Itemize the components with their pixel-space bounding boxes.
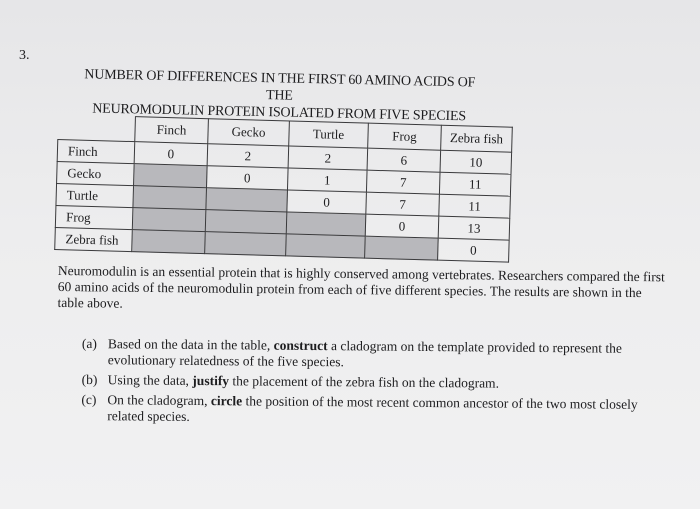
part-text-post: the position of the most recent common ancestor of the two most closely related species. [107, 393, 638, 424]
column-header: Turtle [289, 121, 369, 148]
table-cell: 0 [287, 190, 367, 214]
shaded-cell [286, 212, 366, 236]
differences-table [54, 114, 513, 263]
question-part-b [82, 372, 652, 393]
row-label: Finch [57, 140, 135, 164]
shaded-cell [132, 208, 206, 232]
table-cell: 0 [438, 238, 510, 262]
table-title-line-1: NUMBER OF DIFFERENCES IN THE FIRST 60 AMINO ACIDS OF THE [84, 67, 476, 104]
table-cell: 13 [438, 216, 510, 240]
part-text-post: the placement of the zebra fish on the cladogram. [229, 373, 500, 391]
part-keyword: circle [210, 393, 243, 409]
shaded-cell [206, 188, 288, 212]
part-text [108, 336, 652, 373]
differences-table-wrapper [54, 114, 513, 263]
shaded-cell [134, 164, 208, 188]
part-label: (b) [81, 371, 98, 388]
question-part-a [82, 336, 652, 373]
part-text [107, 392, 651, 429]
part-label: (a) [81, 336, 97, 352]
part-keyword: justify [192, 372, 230, 389]
shaded-cell [205, 232, 287, 256]
table-corner-cell [58, 115, 136, 142]
part-text [108, 372, 652, 393]
table-cell: 1 [287, 168, 367, 192]
part-text-pre: On the cladogram, [107, 392, 211, 409]
column-header: Gecko [208, 119, 290, 146]
part-keyword: construct [273, 337, 328, 354]
shaded-cell [133, 186, 207, 210]
table-cell: 11 [439, 194, 511, 218]
part-label: (c) [81, 391, 97, 408]
table-cell: 0 [134, 142, 208, 166]
question-number: 3. [19, 48, 30, 63]
question-parts [81, 336, 652, 433]
column-header: Frog [368, 123, 442, 150]
column-header: Finch [135, 117, 209, 144]
table-cell: 2 [207, 144, 289, 168]
shaded-cell [205, 210, 287, 234]
row-label: Zebra fish [55, 227, 133, 251]
part-text-post: a cladogram on the template provided to represent the evolutionary relatedness of the five species. [107, 338, 622, 370]
shaded-cell [286, 234, 366, 258]
shaded-cell [365, 236, 439, 260]
question-part-c [81, 392, 651, 429]
row-label: Turtle [56, 183, 134, 207]
row-label: Gecko [57, 161, 135, 185]
row-label: Frog [55, 205, 133, 229]
column-header: Zebra fish [441, 125, 513, 152]
shaded-cell [132, 230, 206, 254]
table-title-line-2: NEUROMODULIN PROTEIN ISOLATED FROM FIVE SPECIES [92, 101, 467, 125]
table-cell: 0 [365, 214, 439, 238]
table-cell: 11 [439, 172, 511, 196]
table-cell: 0 [207, 166, 289, 190]
table-cell: 7 [366, 192, 440, 216]
table-cell: 6 [367, 148, 441, 172]
part-text-pre: Based on the data in the table, [107, 336, 274, 353]
table-cell: 7 [366, 170, 440, 194]
part-text-pre: Using the data, [107, 372, 193, 388]
table-cell: 2 [288, 146, 368, 170]
table-cell: 10 [440, 150, 512, 174]
intro-paragraph: Neuromodulin is an essential protein that is highly conserved among vertebrates. Researchers compared the first 60 amino acids of the neuromodulin protein from each of five different species. The results are shown in the table above. [57, 263, 665, 311]
